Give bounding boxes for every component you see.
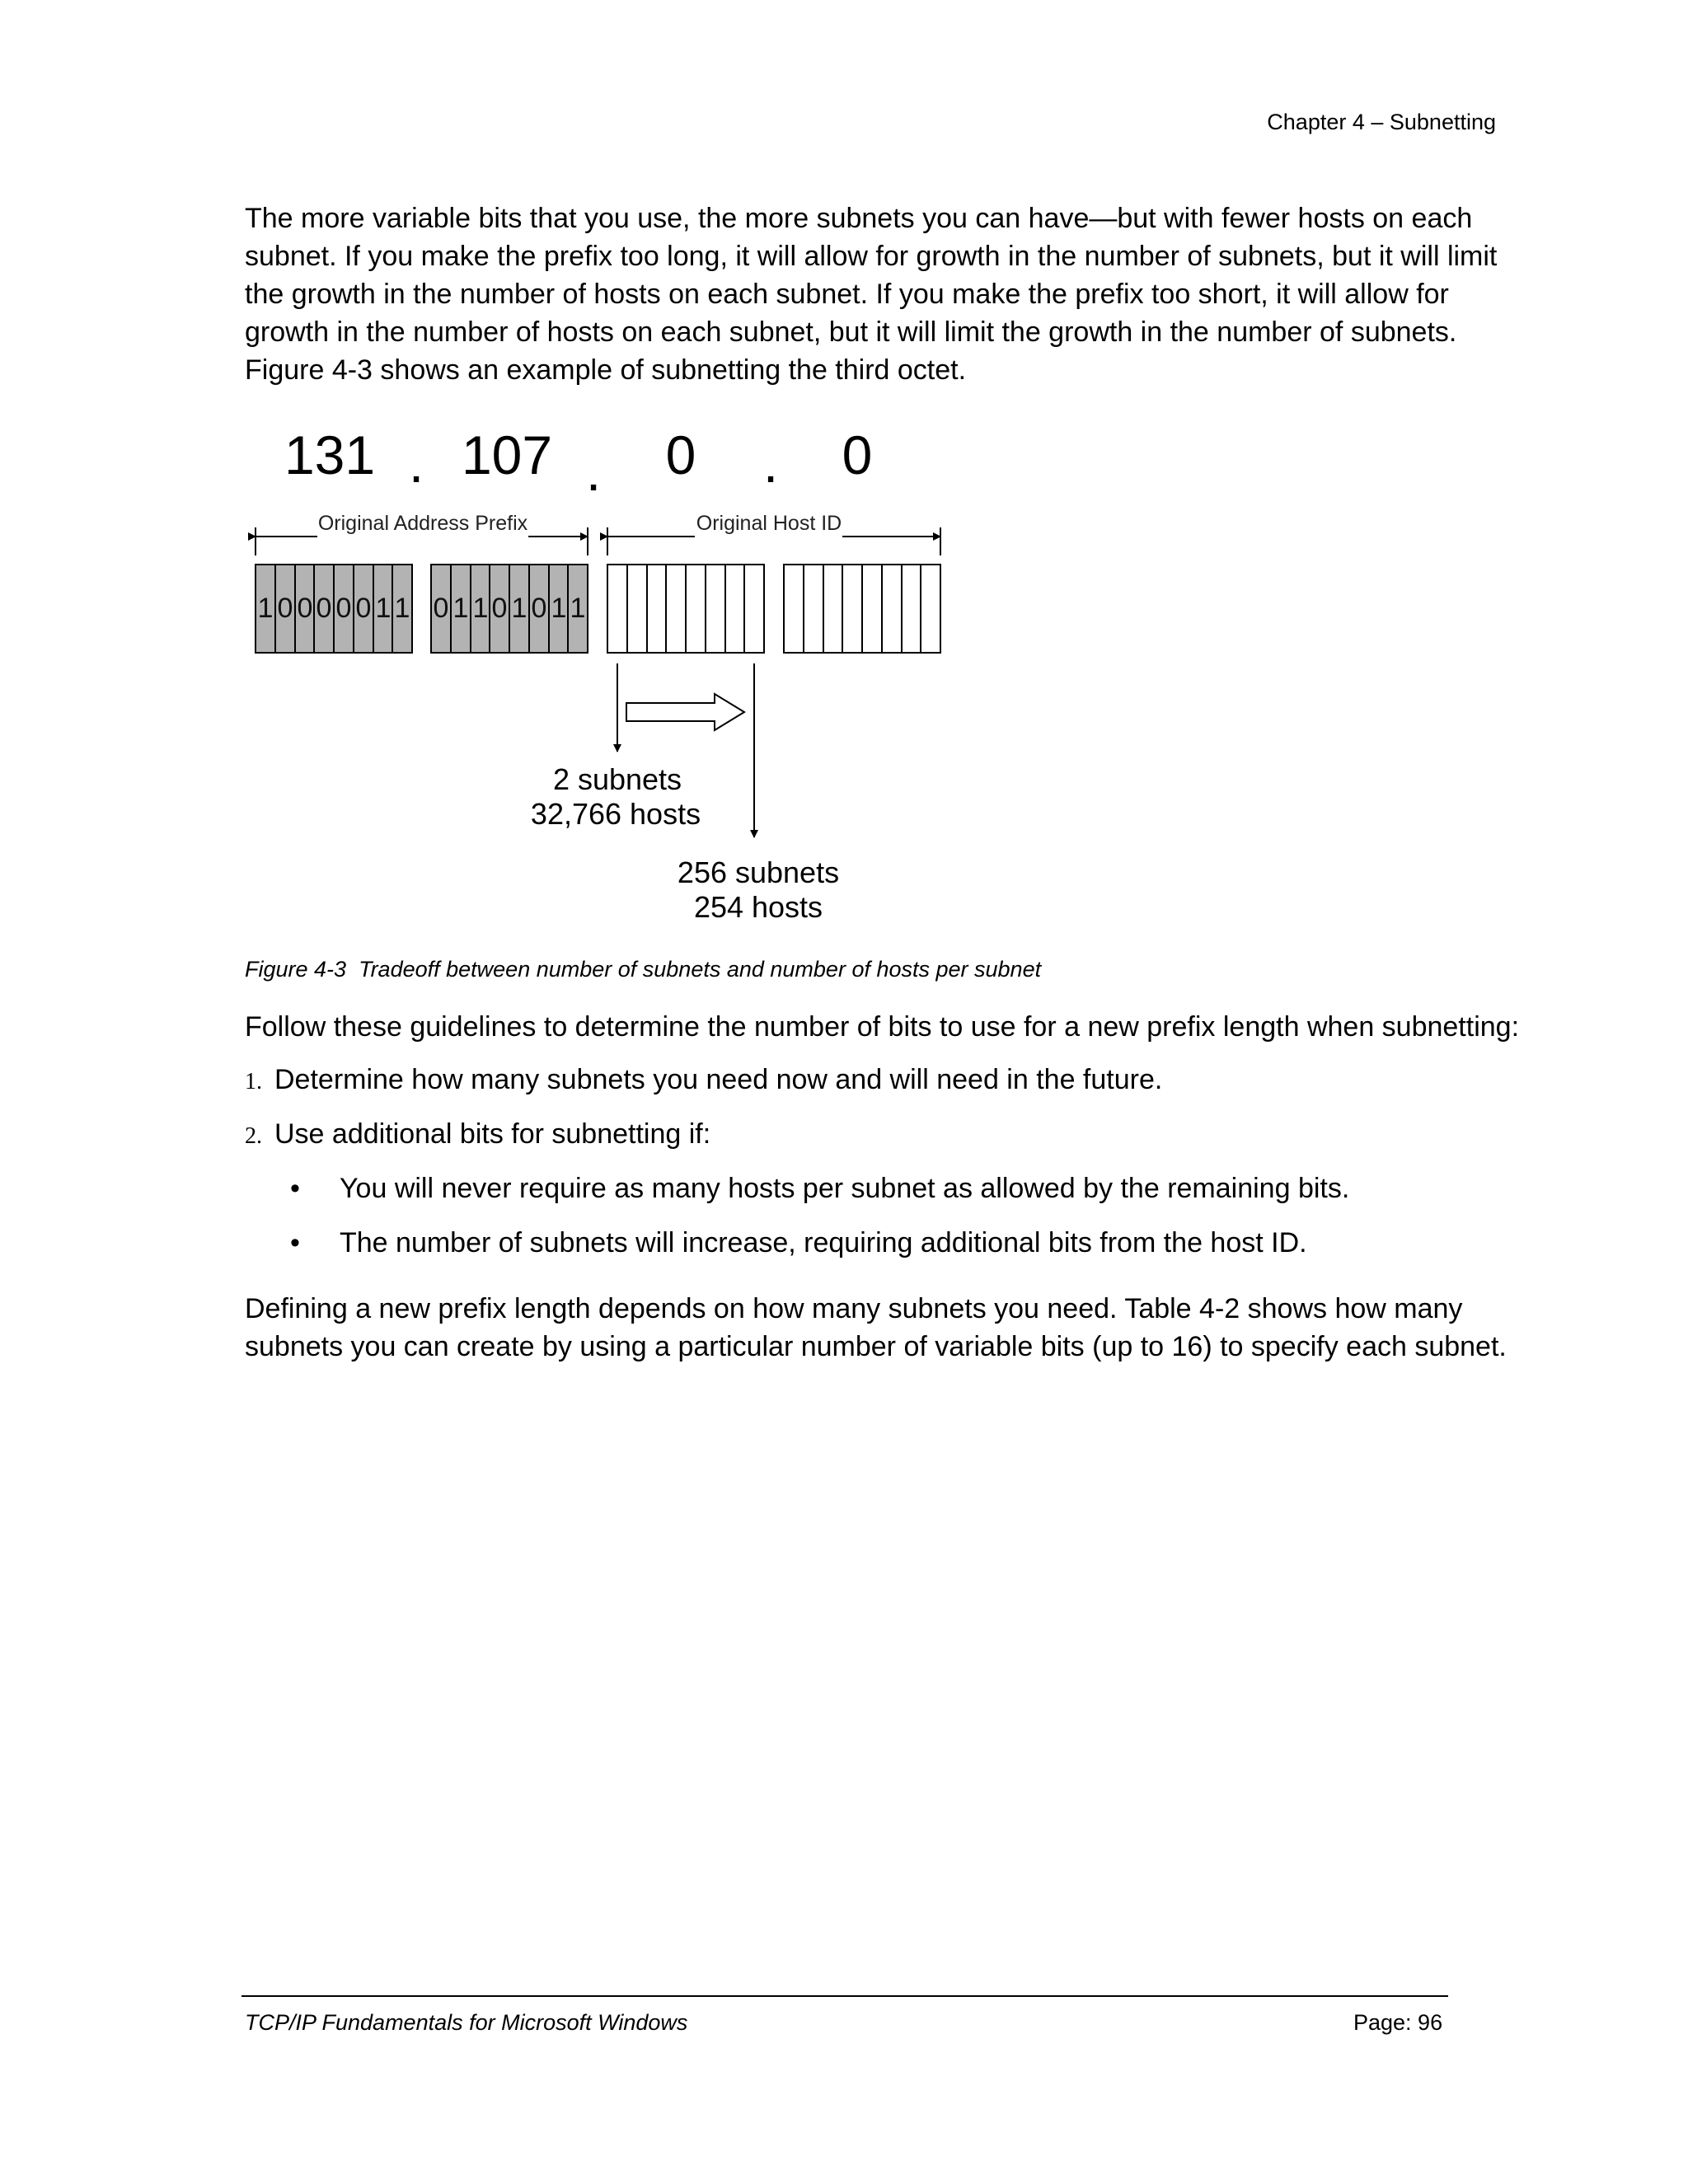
closing-paragraph: Defining a new prefix length depends on how many subnets you need. Table 4-2 shows how many subnets you can create by using a particular number of variable bits (up to 16) to specify each subnet. xyxy=(245,1293,1507,1362)
bit-digit: 1 xyxy=(452,593,469,624)
bit-digit: 0 xyxy=(433,593,449,624)
result-b-subnets: 256 subnets xyxy=(677,855,840,889)
bit-digit: 0 xyxy=(355,593,372,624)
intro-paragraph: The more variable bits that you use, the more subnets you can have—but with fewer hosts on each subnet. If you make the prefix too long, it will allow for growth in the number of subnets, but it will limit the growth in the number of hosts on each subnet. If you make the prefix too short, it will allow for growth in the number of hosts on each subnet, but it will limit the growth in the number of subnets. Figure 4-3 shows an example of subnetting the third octet. xyxy=(245,203,1498,386)
page-number: Page: 96 xyxy=(1353,2010,1443,2035)
list-item xyxy=(245,1115,710,1155)
octet-separator-1: . xyxy=(408,433,424,494)
chapter-header: Chapter 4 – Subnetting xyxy=(1267,110,1496,134)
figure-caption xyxy=(245,957,1041,982)
bit-digit: 0 xyxy=(316,593,332,624)
list-number: 2. xyxy=(245,1123,262,1149)
result-b-hosts: 254 hosts xyxy=(693,890,823,924)
bullet-text: The number of subnets will increase, requiring additional bits from the host ID. xyxy=(340,1227,1307,1258)
list-text: Use additional bits for subnetting if: xyxy=(274,1118,711,1150)
bullet-icon: • xyxy=(290,1173,300,1204)
bit-digit: 1 xyxy=(472,593,489,624)
bit-digit: 1 xyxy=(511,593,528,624)
bit-digit: 0 xyxy=(277,593,293,624)
caption-number: Figure 4-3 xyxy=(245,957,347,982)
bullet-item xyxy=(290,1169,1349,1207)
octet-value-4: 0 xyxy=(842,424,873,485)
octet-bits-4 xyxy=(784,565,940,653)
octet-separator-2: . xyxy=(585,441,602,502)
bit-digit: 0 xyxy=(531,593,547,624)
subnetting-figure xyxy=(0,0,1688,948)
bit-digit: 0 xyxy=(297,593,313,624)
shift-right-arrow-icon xyxy=(626,694,744,730)
footer-divider xyxy=(241,1995,1448,1997)
bit-digit: 0 xyxy=(335,593,352,624)
list-item xyxy=(245,1061,1162,1101)
list-number: 1. xyxy=(245,1069,262,1094)
bit-digit: 1 xyxy=(375,593,392,624)
octet-value-2: 107 xyxy=(461,424,553,485)
host-span-label: Original Host ID xyxy=(696,512,842,535)
octet-value-3: 0 xyxy=(665,424,696,485)
bit-digit: 0 xyxy=(491,593,508,624)
result-a-subnets: 2 subnets xyxy=(552,762,682,796)
octet-bits-3 xyxy=(607,565,764,653)
footer-title: TCP/IP Fundamentals for Microsoft Windows xyxy=(245,2010,688,2035)
guidelines-intro: Follow these guidelines to determine the number of bits to use for a new prefix length when subnetting: xyxy=(245,1011,1520,1043)
octet-bits-2 xyxy=(431,565,588,653)
bit-digit: 1 xyxy=(257,593,274,624)
bullet-item xyxy=(290,1224,1307,1262)
bit-digit: 1 xyxy=(551,593,567,624)
bit-digit: 1 xyxy=(570,593,586,624)
result-a-hosts: 32,766 hosts xyxy=(530,797,701,831)
caption-text: Tradeoff between number of subnets and number of hosts per subnet xyxy=(359,957,1042,982)
bullet-text: You will never require as many hosts per subnet as allowed by the remaining bits. xyxy=(340,1173,1350,1204)
octet-separator-3: . xyxy=(762,433,779,494)
bit-digit: 1 xyxy=(394,593,410,624)
prefix-span-label: Original Address Prefix xyxy=(317,512,528,535)
bullet-icon: • xyxy=(290,1227,300,1258)
octet-bits-1 xyxy=(256,565,412,653)
list-text: Determine how many subnets you need now and will need in the future. xyxy=(274,1064,1163,1095)
octet-value-1: 131 xyxy=(284,424,376,485)
